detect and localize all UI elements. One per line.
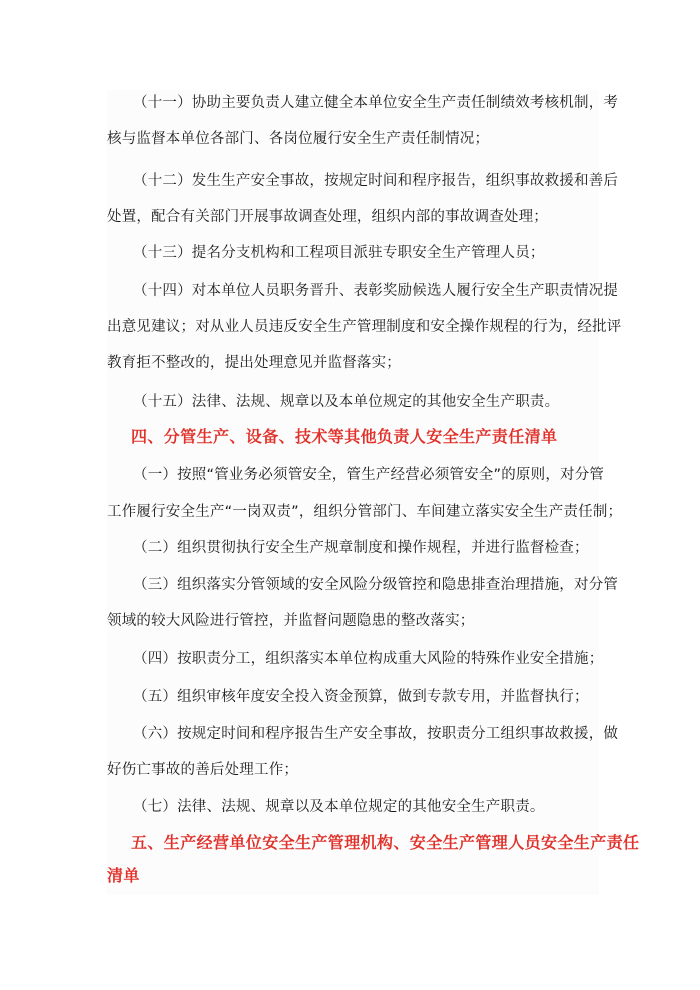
- item-5-line-1: （五）组织审核年度安全投入资金预算，做到专款专用，并监督执行；: [133, 689, 589, 705]
- paragraph-12-line-1: （十二）发生生产安全事故，按规定时间和程序报告，组织事故救援和善后: [133, 173, 619, 189]
- paragraph-14-line-3: 教育拒不整改的，提出处理意见并监督落实；: [107, 355, 401, 371]
- item-7-line-1: （七）法律、法规、规章以及本单位规定的其他安全生产职责。: [133, 799, 545, 815]
- paragraph-11-line-2: 核与监督本单位各部门、各岗位履行安全生产责任制情况；: [107, 131, 490, 147]
- section-5-heading-line-1: 五、生产经营单位安全生产管理机构、安全生产管理人员安全生产责任: [131, 833, 640, 852]
- paragraph-15-line-1: （十五）法律、法规、规章以及本单位规定的其他安全生产职责。: [133, 394, 560, 410]
- paragraph-12-line-2: 处置，配合有关部门开展事故调查处理，组织内部的事故调查处理；: [107, 209, 548, 225]
- paragraph-11-line-1: （十一）协助主要负责人建立健全本单位安全生产责任制绩效考核机制，考: [133, 95, 619, 111]
- item-3-line-1: （三）组织落实分管领域的安全风险分级管控和隐患排查治理措施，对分管: [133, 577, 619, 593]
- item-1-line-2: 工作履行安全生产“一岗双责”，组织分管部门、车间建立落实安全生产责任制；: [107, 504, 623, 520]
- item-6-line-1: （六）按规定时间和程序报告生产安全事故，按职责分工组织事故救援，做: [133, 726, 619, 742]
- section-4-heading: 四、分管生产、设备、技术等其他负责人安全生产责任清单: [131, 427, 558, 446]
- item-4-line-1: （四）按职责分工，组织落实本单位构成重大风险的特殊作业安全措施；: [133, 651, 604, 667]
- paragraph-14-line-2: 出意见建议；对从业人员违反安全生产管理制度和安全操作规程的行为，经批评: [107, 319, 622, 335]
- item-3-line-2: 领域的较大风险进行管控，并监督问题隐患的整改落实；: [107, 613, 475, 629]
- paragraph-13-line-1: （十三）提名分支机构和工程项目派驻专职安全生产管理人员；: [133, 245, 545, 261]
- item-1-line-1: （一）按照“管业务必须管安全，管生产经营必须管安全”的原则，对分管: [133, 467, 605, 483]
- section-5-heading-line-2: 清单: [107, 866, 140, 885]
- paragraph-14-line-1: （十四）对本单位人员职务晋升、表彰奖励候选人履行安全生产职责情况提: [133, 283, 619, 299]
- item-6-line-2: 好伤亡事故的善后处理工作；: [107, 762, 299, 778]
- item-2-line-1: （二）组织贯彻执行安全生产规章制度和操作规程，并进行监督检查；: [133, 540, 589, 556]
